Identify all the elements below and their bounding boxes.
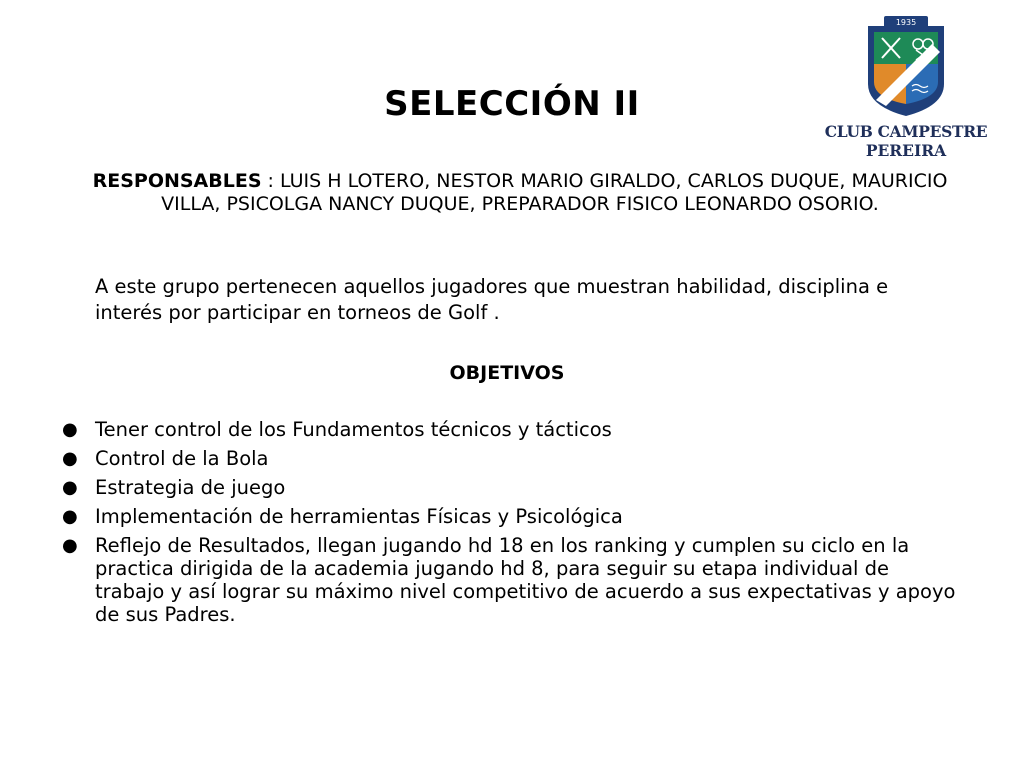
list-item <box>60 476 960 499</box>
list-item-text: Implementación de herramientas Físicas y Psicológica <box>95 505 623 528</box>
logo-year: 1935 <box>895 18 917 27</box>
responsables-paragraph <box>70 170 970 216</box>
intro-paragraph: A este grupo pertenecen aquellos jugadores que muestran habilidad, disciplina e interés por participar en torneos de Golf . <box>95 275 889 324</box>
list-item-text: Tener control de los Fundamentos técnicos y tácticos <box>95 418 612 441</box>
responsables-text: : LUIS H LOTERO, NESTOR MARIO GIRALDO, CARLOS DUQUE, MAURICIO VILLA, PSICOLGA NANCY DUQUE, PREPARADOR FISICO LEONARDO OSORIO. <box>161 170 948 215</box>
list-item <box>60 418 960 441</box>
objetivos-list <box>60 418 960 632</box>
logo-city: PEREIRA <box>865 141 947 160</box>
responsables-label: RESPONSABLES <box>92 170 262 192</box>
bullet-icon: ● <box>62 477 78 498</box>
bullet-icon: ● <box>62 448 78 469</box>
bullet-icon: ● <box>62 535 78 556</box>
logo-name: CLUB CAMPESTRE <box>824 122 988 141</box>
list-item-text: Control de la Bola <box>95 447 269 470</box>
bullet-icon: ● <box>62 506 78 527</box>
objetivos-heading: OBJETIVOS <box>449 362 565 384</box>
slide-title: SELECCIÓN II <box>384 84 640 124</box>
list-item-text: Estrategia de juego <box>95 476 286 499</box>
list-item <box>60 534 960 626</box>
list-item <box>60 447 960 470</box>
bullet-icon: ● <box>62 419 78 440</box>
list-item <box>60 505 960 528</box>
list-item-text: Reflejo de Resultados, llegan jugando hd 18 en los ranking y cumplen su ciclo en la practica dirigida de la academia jugando hd 8, para seguir su etapa individual de trabajo y así lograr su máximo nivel competitivo de acuerdo a sus expectativas y apoyo de sus Padres. <box>95 534 956 626</box>
